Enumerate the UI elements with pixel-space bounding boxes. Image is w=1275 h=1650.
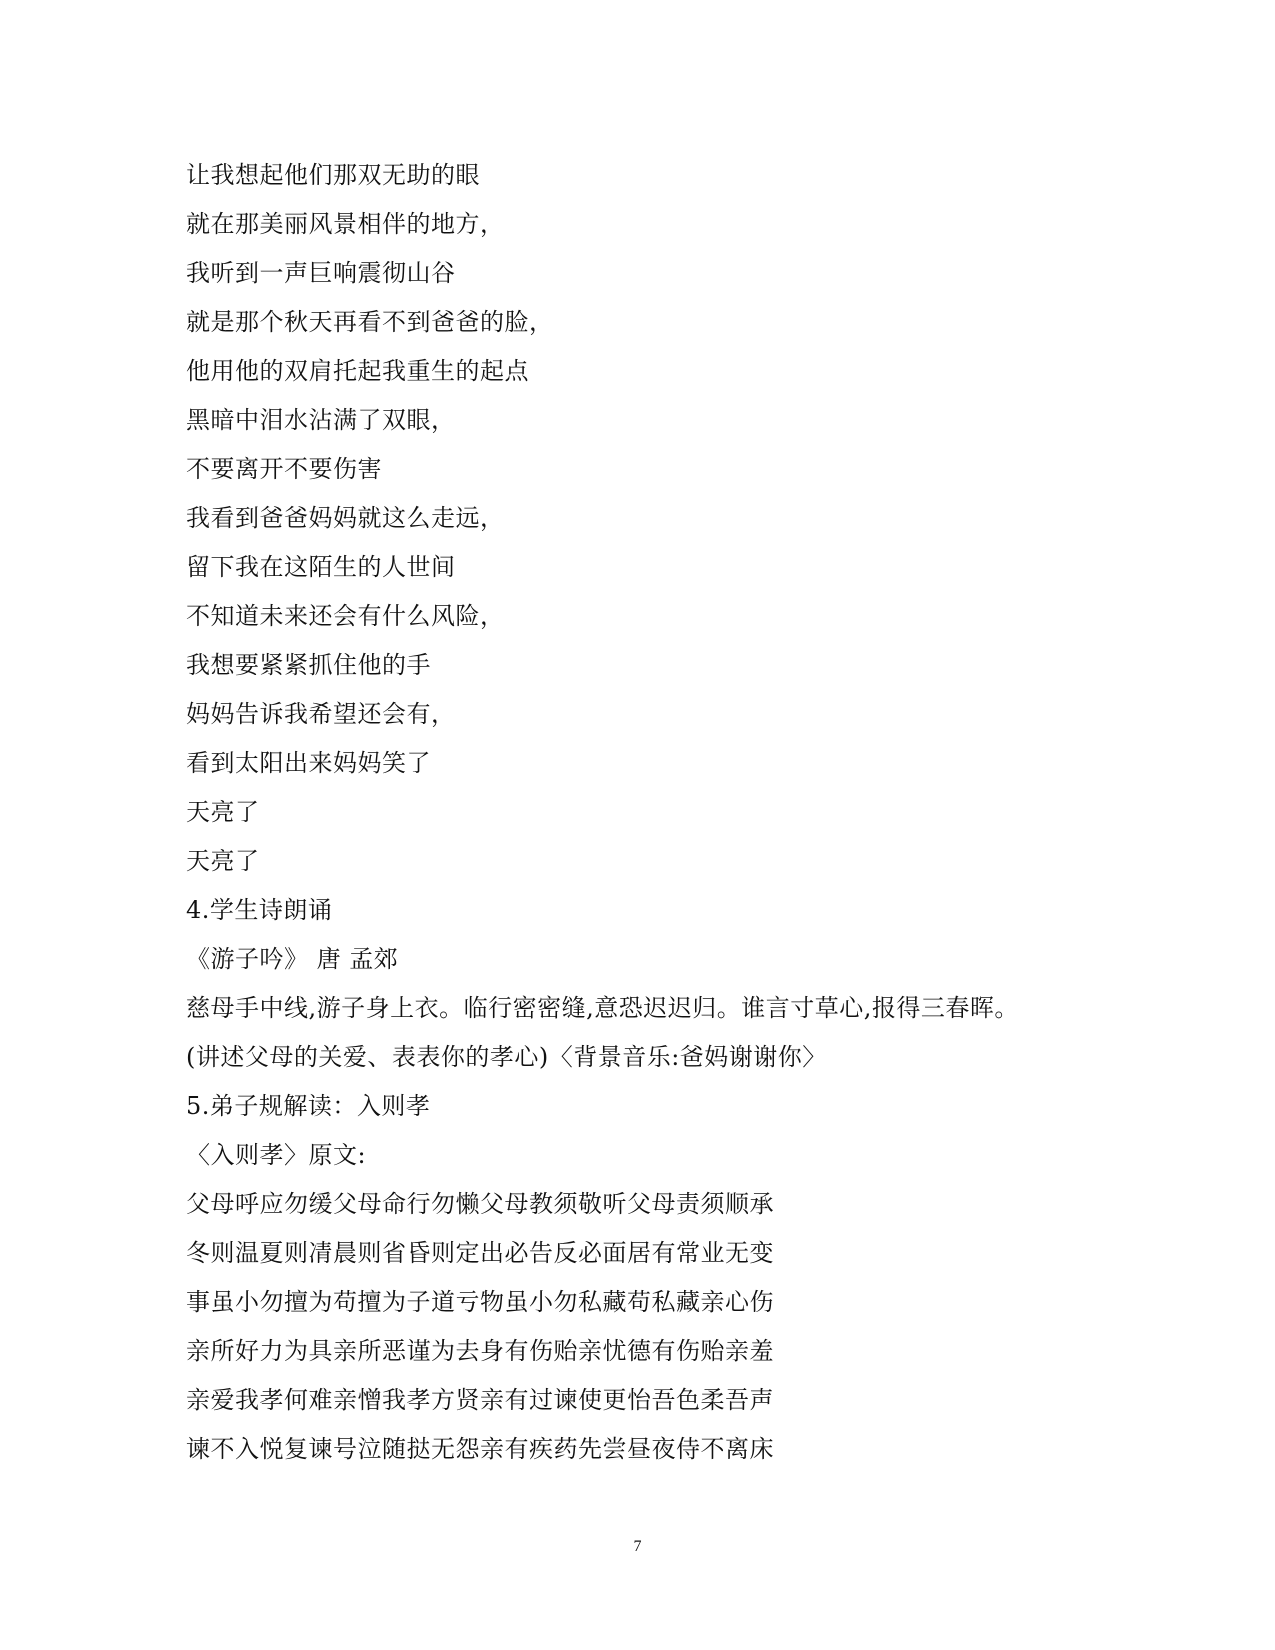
instruction-note: (讲述父母的关爱、表表你的孝心)〈背景音乐:爸妈谢谢你〉 — [186, 1043, 827, 1071]
page-number: 7 — [633, 1538, 642, 1555]
classic-text-line: 亲爱我孝何难亲憎我孝方贤亲有过谏使更怡吾色柔吾声 — [186, 1386, 774, 1414]
text-body — [186, 151, 1086, 1474]
classic-text-line: 事虽小勿擅为苟擅为子道亏物虽小勿私藏苟私藏亲心伤 — [186, 1288, 774, 1316]
text-line: 妈妈告诉我希望还会有， — [186, 700, 456, 728]
text-line: 不要离开不要伤害 — [186, 455, 382, 483]
classic-text-line: 父母呼应勿缓父母命行勿懒父母教须敬听父母责须顺承 — [186, 1190, 774, 1218]
text-line: 天亮了 — [186, 847, 260, 875]
section-heading: 4.学生诗朗诵 — [186, 896, 333, 924]
text-line: 就在那美丽风景相伴的地方， — [186, 210, 505, 238]
poem-title: 《游子吟》 唐 孟郊 — [186, 945, 399, 973]
text-line: 我想要紧紧抓住他的手 — [186, 651, 431, 679]
text-line: 让我想起他们那双无助的眼 — [186, 161, 480, 189]
original-text-label: 〈入则孝〉原文: — [186, 1141, 367, 1169]
text-line: 不知道未来还会有什么风险， — [186, 602, 505, 630]
text-line: 我听到一声巨响震彻山谷 — [186, 259, 456, 287]
section-heading: 5.弟子规解读：入则孝 — [186, 1092, 431, 1120]
text-line: 就是那个秋天再看不到爸爸的脸， — [186, 308, 554, 336]
text-line: 看到太阳出来妈妈笑了 — [186, 749, 431, 777]
text-line: 他用他的双肩托起我重生的起点 — [186, 357, 529, 385]
classic-text-line: 亲所好力为具亲所恶谨为去身有伤贻亲忧德有伤贻亲羞 — [186, 1337, 774, 1365]
classic-text-line: 谏不入悦复谏号泣随挞无怨亲有疾药先尝昼夜侍不离床 — [186, 1435, 774, 1463]
text-line: 黑暗中泪水沾满了双眼， — [186, 406, 456, 434]
poem-text: 慈母手中线,游子身上衣。临行密密缝,意恐迟迟归。谁言寸草心,报得三春晖。 — [186, 994, 1019, 1022]
classic-text-line: 冬则温夏则凊晨则省昏则定出必告反必面居有常业无变 — [186, 1239, 774, 1267]
text-line: 留下我在这陌生的人世间 — [186, 553, 456, 581]
text-line: 天亮了 — [186, 798, 260, 826]
text-line: 我看到爸爸妈妈就这么走远， — [186, 504, 505, 532]
